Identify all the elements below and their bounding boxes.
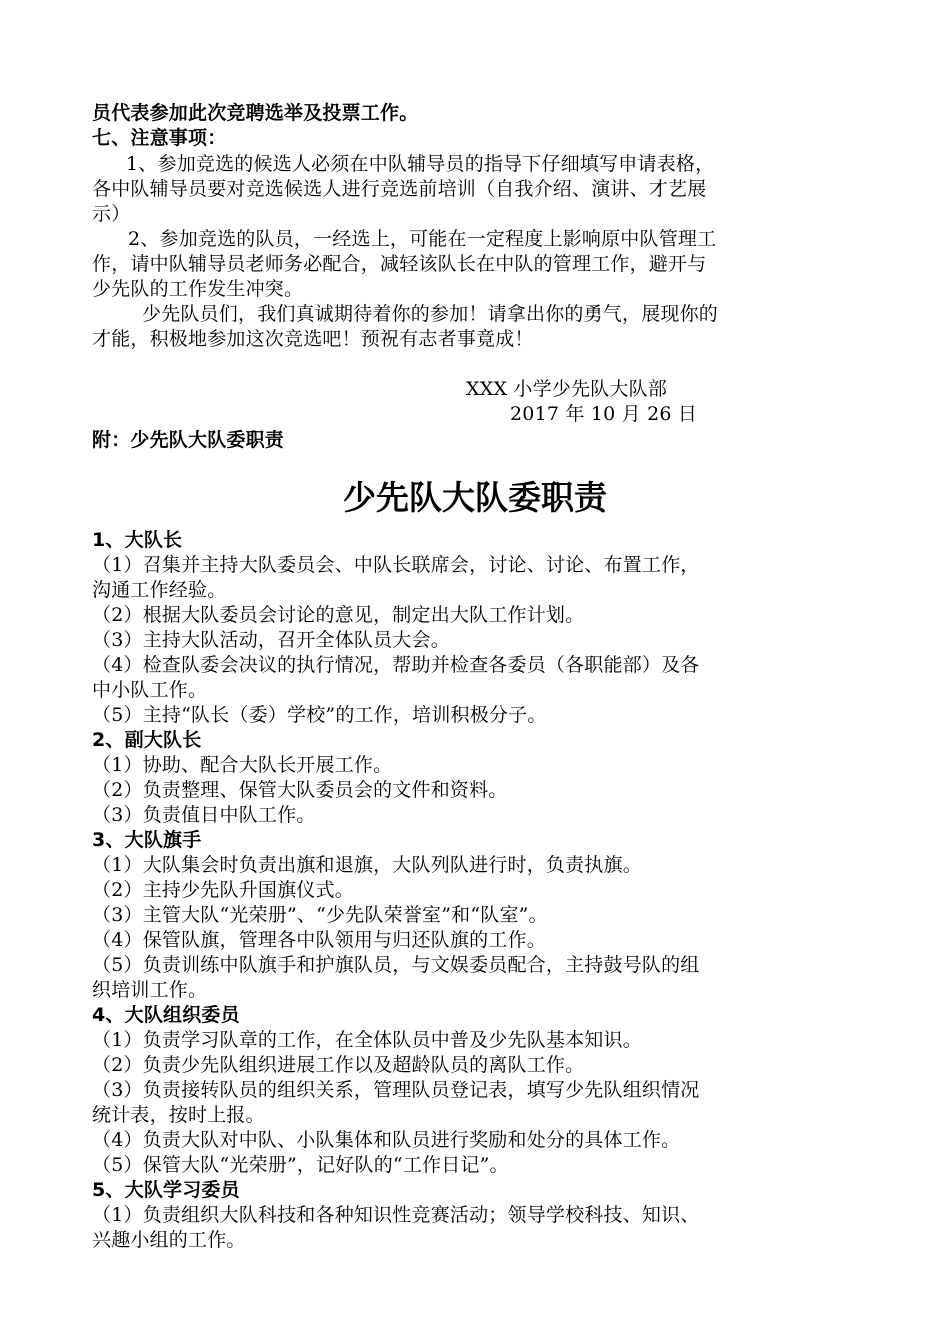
duty-line: （2）负责少先队组织进展工作以及超龄队员的离队工作。 [92,1054,585,1076]
note-1-line-2: 各中队辅导员要对竞选候选人进行竞选前培训（自我介绍、演讲、才艺展 [92,178,707,200]
duty-line: 中小队工作。 [92,679,208,701]
intro-continuation: 员代表参加此次竞聘选举及投票工作。 [92,102,419,124]
section-heading-4: 4、大队组织委员 [92,1004,240,1026]
note-1-line-3: 示） [92,203,131,225]
closing-line-2: 才能，积极地参加这次竞选吧！预祝有志者事竟成！ [92,328,534,350]
note-2-line-2: 作，请中队辅导员老师务必配合，减轻该队长在中队的管理工作，避开与 [92,253,707,275]
duty-line: （2）根据大队委员会讨论的意见，制定出大队工作计划。 [92,604,585,626]
section-heading-notes: 七、注意事项： [92,127,227,149]
duty-line: （3）负责接转队员的组织关系，管理队员登记表，填写少先队组织情况 [92,1079,700,1101]
duty-line: （5）主持“队长（委）学校”的工作，培训积极分子。 [92,704,547,726]
duty-line: 沟通工作经验。 [92,579,227,601]
signature: XXX 小学少先队大队部 [466,378,668,400]
duty-line: 兴趣小组的工作。 [92,1229,246,1251]
duty-line: （4）负责大队对中队、小队集体和队员进行奖励和处分的具体工作。 [92,1129,681,1151]
note-1-line-1: 1、参加竞选的候选人必须在中队辅导员的指导下仔细填写申请表格， [126,153,715,175]
duty-line: （2）负责整理、保管大队委员会的文件和资料。 [92,779,508,801]
duty-line: （3）负责值日中队工作。 [92,804,316,826]
note-2-line-3: 少先队的工作发生冲突。 [92,278,304,300]
section-heading-3: 3、大队旗手 [92,829,202,851]
duty-line: （4）检查队委会决议的执行情况，帮助并检查各委员（各职能部）及各 [92,654,700,676]
section-heading-2: 2、副大队长 [92,729,202,751]
duty-line: （1）召集并主持大队委员会、中队长联席会，讨论、讨论、布置工作， [92,554,700,576]
duty-line: （5）负责训练中队旗手和护旗队员，与文娱委员配合，主持鼓号队的组 [92,954,700,976]
duty-line: （1）协助、配合大队长开展工作。 [92,754,393,776]
signature-date: 2017 年 10 月 26 日 [510,403,698,425]
duty-line: （1）大队集会时负责出旗和退旗，大队列队进行时，负责执旗。 [92,854,642,876]
duty-line: （1）负责学习队章的工作，在全体队员中普及少先队基本知识。 [92,1029,642,1051]
duty-line: （1）负责组织大队科技和各种知识性竞赛活动；领导学校科技、知识、 [92,1204,700,1226]
note-2-line-1: 2、参加竞选的队员，一经选上，可能在一定程度上影响原中队管理工 [128,228,717,250]
duty-line: （5）保管大队“光荣册”，记好队的“工作日记”。 [92,1154,509,1176]
duty-line: （2）主持少先队升国旗仪式。 [92,879,354,901]
duty-line: （3）主持大队活动，召开全体队员大会。 [92,629,450,651]
duty-line: （3）主管大队“光荣册”、“少先队荣誉室”和“队室”。 [92,904,548,926]
duty-line: 统计表，按时上报。 [92,1104,265,1126]
attachment-label: 附：少先队大队委职责 [92,429,285,451]
section-heading-5: 5、大队学习委员 [92,1179,240,1201]
page-title: 少先队大队委职责 [343,478,607,517]
duty-line: 织培训工作。 [92,979,208,1001]
section-heading-1: 1、大队长 [92,529,183,551]
duty-line: （4）保管队旗，管理各中队领用与归还队旗的工作。 [92,929,546,951]
closing-line-1: 少先队员们，我们真诚期待着你的参加！请拿出你的勇气，展现你的 [142,303,719,325]
